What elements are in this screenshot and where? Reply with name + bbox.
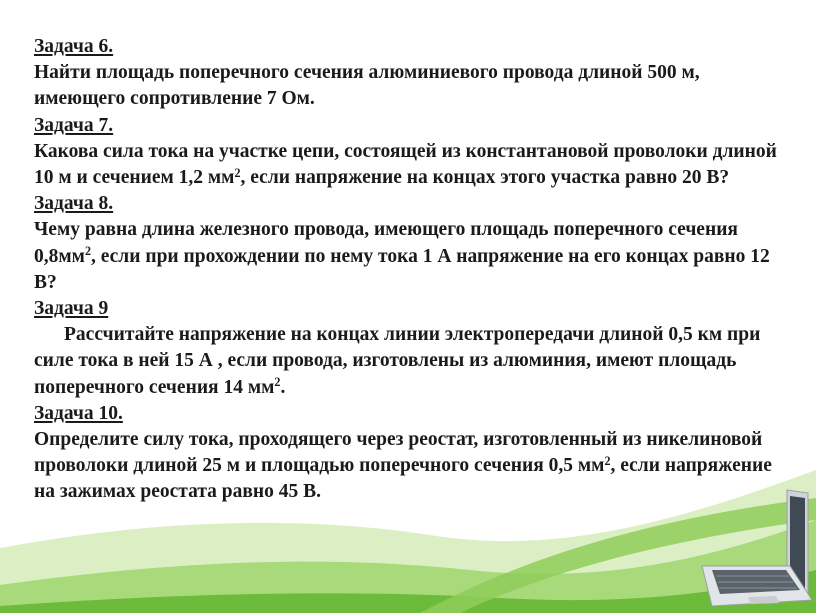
superscript: 2 bbox=[604, 453, 611, 468]
superscript: 2 bbox=[84, 244, 91, 259]
task-title: Задача 9 bbox=[34, 298, 109, 320]
task-title: Задача 6. bbox=[34, 36, 114, 57]
task-text: Рассчитайте напряжение на концах линии электропередачи длиной 0,5 км при силе тока в ней 15 А , если провода, изготовлены из алюминия, имеют площадь поперечного сечения 14 $мм^2$. bbox=[34, 324, 761, 398]
task-text: Найти площадь поперечного сечения алюминиевого провода длиной 500 м, имеющего сопротивление 7 Ом. bbox=[34, 62, 700, 110]
task-8 bbox=[34, 191, 794, 296]
task-10 bbox=[34, 401, 794, 506]
task-6 bbox=[34, 34, 794, 113]
task-title: Задача 8. bbox=[34, 193, 114, 215]
task-list bbox=[34, 34, 794, 506]
task-text: Определите силу тока, проходящего через реостат, изготовленный из никелиновой проволоки длиной 25 м и площадью поперечного сечения 0,5 $мм^2$, если напряжение на зажимах реостата равно 45 В. bbox=[34, 429, 772, 503]
superscript: 2 bbox=[234, 165, 241, 180]
task-title: Задача 7. bbox=[34, 114, 114, 136]
task-7 bbox=[34, 113, 794, 192]
superscript: 2 bbox=[274, 375, 281, 390]
task-text: Какова сила тока на участке цепи, состоящей из константановой проволоки длиной 10 м и сечением 1,2 $мм^2$, если напряжение на концах этого участка равно 20 В? bbox=[34, 140, 777, 189]
task-9 bbox=[34, 296, 794, 401]
task-title: Задача 10. bbox=[34, 402, 123, 424]
task-text: Чему равна длина железного провода, имеющего площадь поперечного сечения $0,8мм^2$, если при прохождении по нему тока 1 А напряжение на его концах равно 12 В? bbox=[34, 219, 770, 293]
